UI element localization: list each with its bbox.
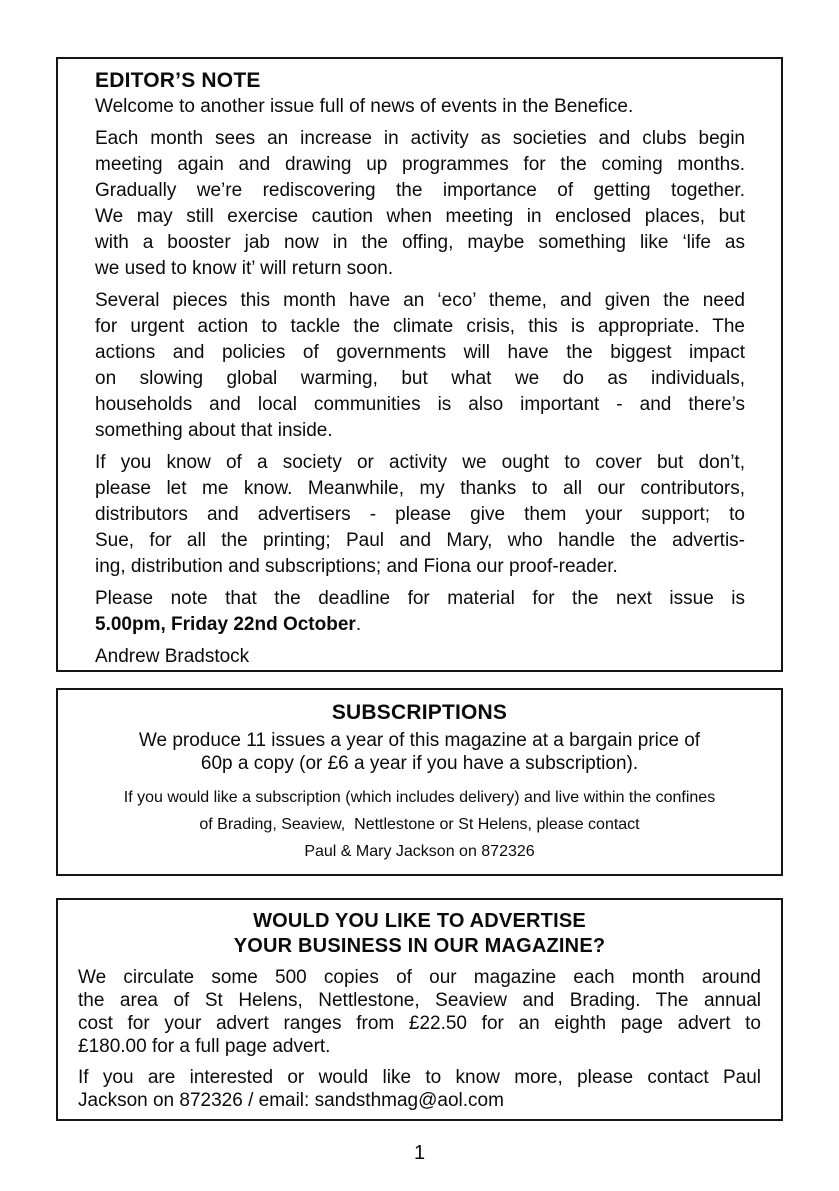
page-number: 1: [413, 1142, 426, 1164]
text-line: If you would like a subscription (which includes delivery) and live within the confines: [123, 789, 716, 806]
advertise-title: [78, 909, 761, 959]
text-line: If you are interested or would like to know more, please contact Paul: [78, 1067, 761, 1088]
text-line: We produce 11 issues a year of this magazine at a bargain price of: [138, 730, 701, 751]
editors-note-box: [56, 57, 783, 672]
paragraph-thanks: [95, 450, 745, 580]
text-line: Sue, for all the printing; Paul and Mary, who handle the advertis-: [95, 530, 745, 551]
text-line: Please note that the deadline for material for the next issue is: [95, 588, 745, 609]
paragraph-activity: [95, 126, 745, 282]
subscriptions-title: SUBSCRIPTIONS: [331, 701, 508, 724]
text-line: YOUR BUSINESS IN OUR MAGAZINE?: [233, 935, 606, 957]
text-line: ing, distribution and subscriptions; and Fiona our proof-reader.: [95, 556, 618, 577]
text-line: cost for your advert ranges from £22.50 for an eighth page advert to: [78, 1013, 761, 1034]
text-line: We circulate some 500 copies of our magazine each month around: [78, 967, 761, 988]
text-line: for urgent action to tackle the climate crisis, this is appropriate. The: [95, 316, 745, 337]
subscriptions-box: [56, 688, 783, 876]
text-line: the area of St Helens, Nettlestone, Seaview and Brading. The annual: [78, 990, 761, 1011]
paragraph-eco: [95, 288, 745, 444]
paragraph-welcome: [95, 94, 745, 120]
deadline-period: .: [355, 614, 362, 635]
paragraph-deadline: [95, 586, 745, 638]
text-line: We may still exercise caution when meeting in enclosed places, but: [95, 206, 745, 227]
text-line: with a booster jab now in the offing, maybe something like ‘life as: [95, 232, 745, 253]
subscription-price-paragraph: [70, 729, 769, 775]
advertise-circulation-paragraph: [78, 966, 761, 1058]
text-line: 60p a copy (or £6 a year if you have a subscription).: [200, 753, 639, 774]
text-line: Each month sees an increase in activity as societies and clubs begin: [95, 128, 745, 149]
text-line: we used to know it’ will return soon.: [95, 258, 394, 279]
text-line: WOULD YOU LIKE TO ADVERTISE: [253, 910, 586, 932]
text-line: Jackson on 872326 / email: sandsthmag@aol.com: [78, 1090, 504, 1111]
editors-note-title: EDITOR’S NOTE: [95, 69, 261, 92]
text-line: meeting again and drawing up programmes for the coming months.: [95, 154, 745, 175]
text-line: Paul & Mary Jackson on 872326: [304, 843, 535, 860]
text-line: something about that inside.: [95, 420, 333, 441]
text-line: distributors and advertisers - please give them your support; to: [95, 504, 745, 525]
text-line: Several pieces this month have an ‘eco’ theme, and given the need: [95, 290, 745, 311]
deadline-date-line: [95, 612, 745, 638]
deadline-date-bold: 5.00pm, Friday 22nd October: [95, 614, 356, 635]
subscription-contact-paragraph: [70, 784, 769, 865]
deadline-intro-lines: [95, 586, 745, 612]
text-line: If you know of a society or activity we ought to cover but don’t,: [95, 452, 745, 473]
text-line: please let me know. Meanwhile, my thanks to all our contributors,: [95, 478, 745, 499]
text-line: of Brading, Seaview, Nettlestone or St Helens, please contact: [199, 816, 640, 833]
text-line: actions and policies of governments will have the biggest impact: [95, 342, 745, 363]
text-line: households and local communities is also important - and there’s: [95, 394, 745, 415]
text-line: Gradually we’re rediscovering the importance of getting together.: [95, 180, 745, 201]
text-line: Welcome to another issue full of news of events in the Benefice.: [95, 96, 634, 117]
text-line: on slowing global warming, but what we do as individuals,: [95, 368, 745, 389]
advertise-contact-paragraph: [78, 1066, 761, 1112]
advertise-box: [56, 898, 783, 1121]
text-line: £180.00 for a full page advert.: [78, 1036, 331, 1057]
editor-signature: Andrew Bradstock: [95, 646, 250, 667]
